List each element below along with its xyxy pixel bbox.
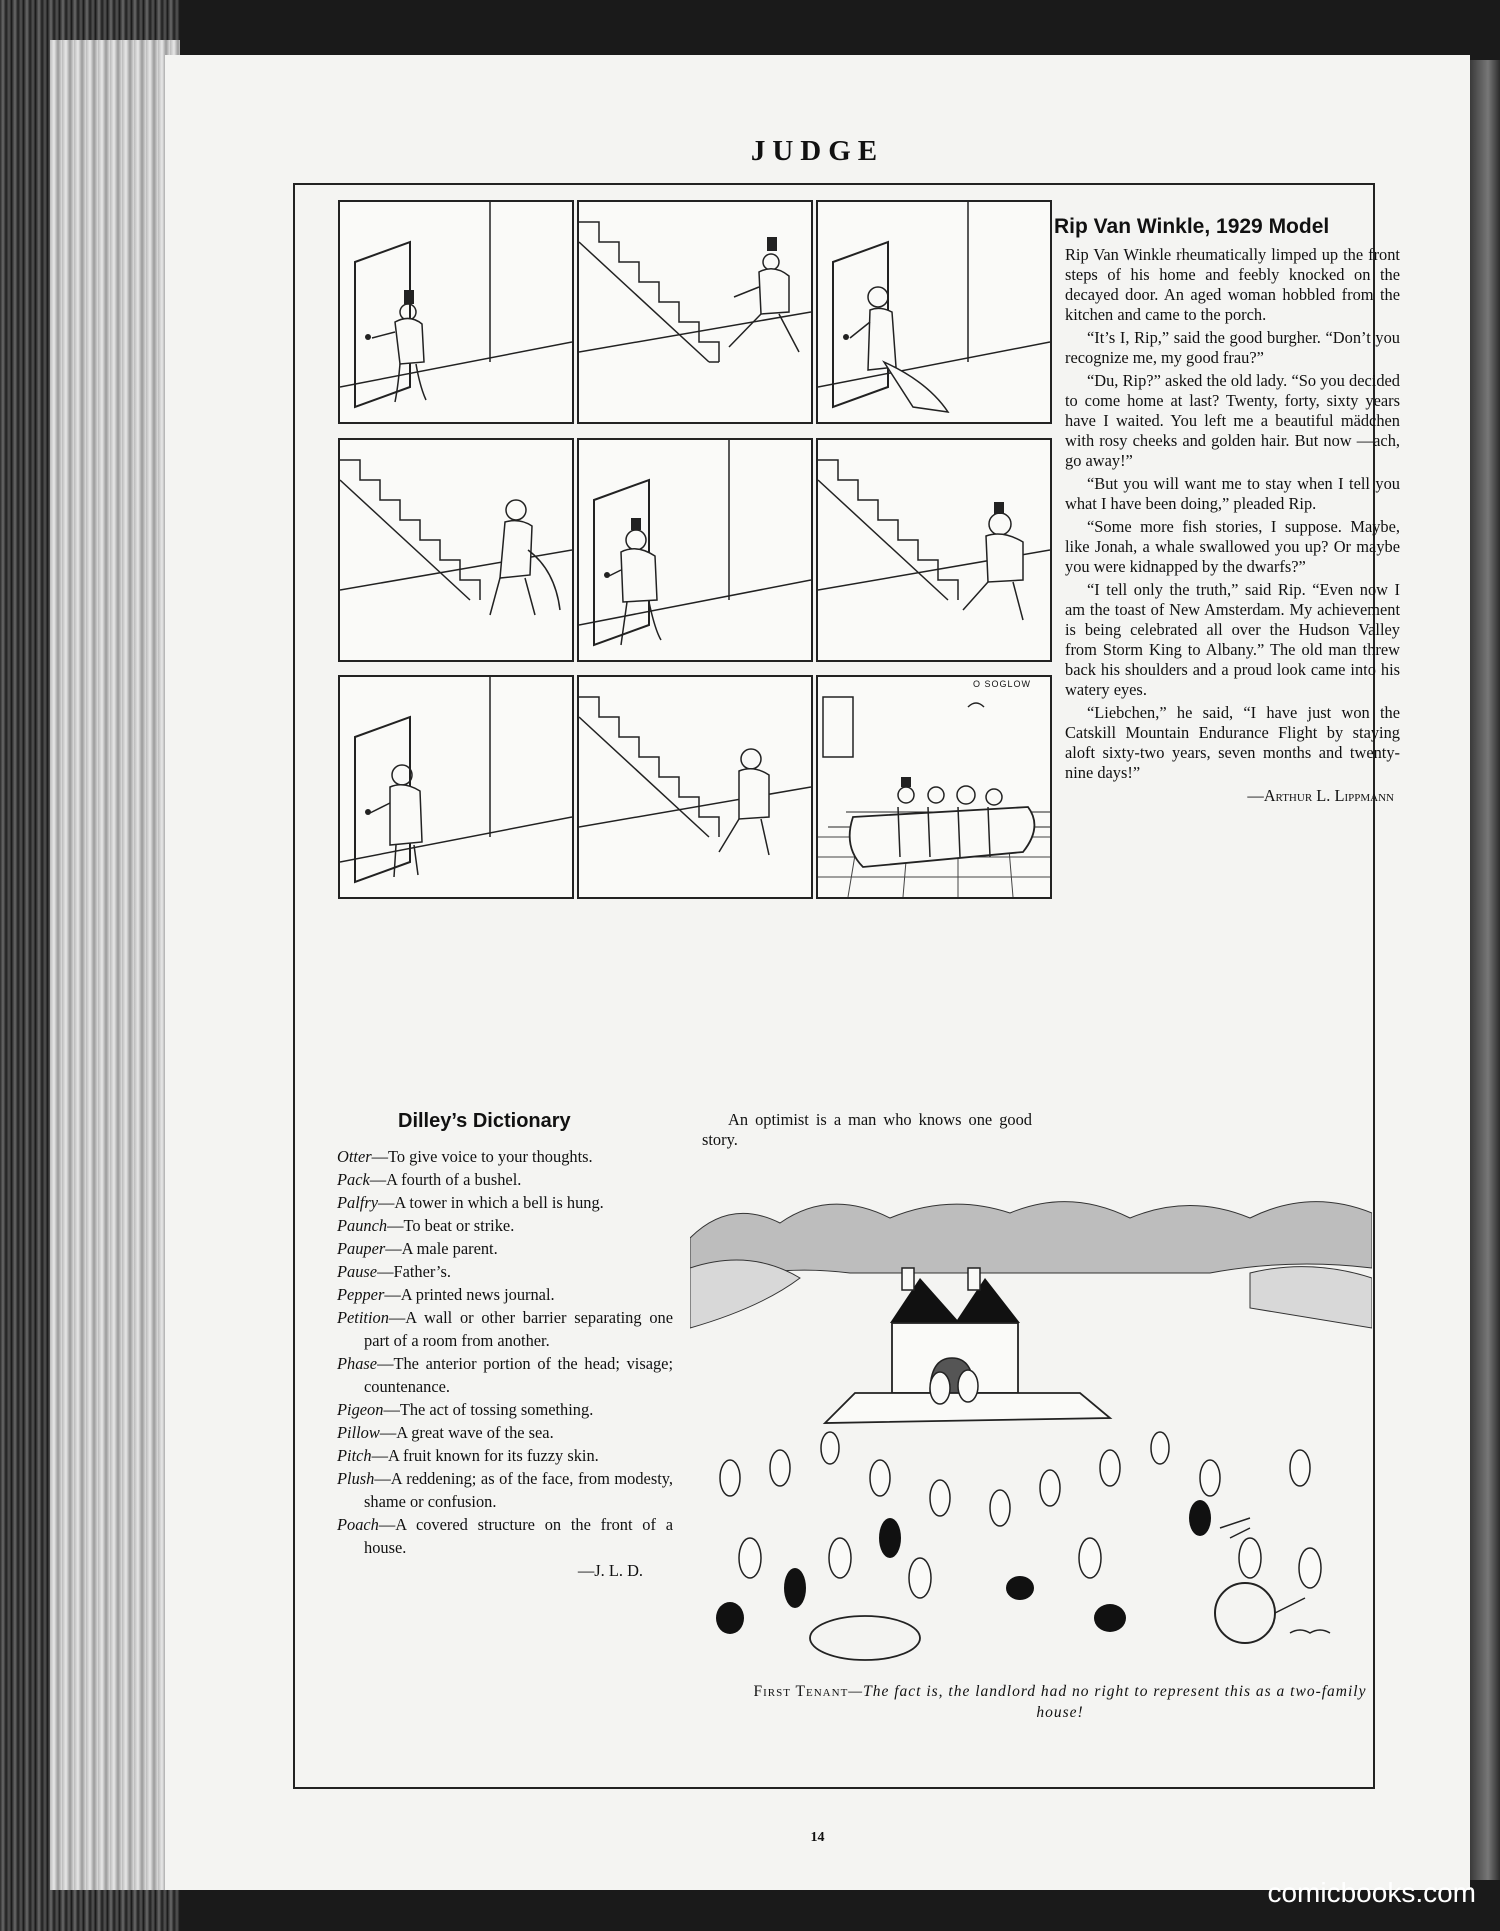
dictionary-entry: Pitch—A fruit known for its fuzzy skin. — [337, 1446, 599, 1465]
story-author: —Arthur L. Lippmann — [1247, 786, 1394, 805]
watermark: comicbooks.com — [1267, 1877, 1476, 1908]
running-head: JUDGE — [750, 135, 885, 167]
dictionary-entry: Plush—A reddening; as of the face, from modesty, shame or confusion. — [337, 1469, 673, 1511]
page-number: 14 — [810, 1830, 825, 1845]
story-title: Rip Van Winkle, 1929 Model — [1054, 215, 1330, 238]
optimist-filler: An optimist is a man who knows one good story. — [702, 1110, 1032, 1149]
dictionary-entry: Pauper—A male parent. — [337, 1239, 498, 1258]
comic-panel-3 — [816, 200, 1052, 424]
comic-panel-1 — [338, 200, 574, 424]
comic-panel-6 — [816, 438, 1052, 662]
comic-panel-2 — [577, 200, 813, 424]
comic-panel-7 — [338, 675, 574, 899]
magazine-page — [165, 55, 1470, 1890]
story-paragraph: “Liebchen,” he said, “I have just won the Catskill Mountain Endurance Flight by staying aloft sixty-two years, seven months and twenty-nine days!” — [1065, 703, 1400, 782]
dictionary-entry: Pause—Father’s. — [337, 1262, 451, 1281]
comic-panel-4 — [338, 438, 574, 662]
dictionary-entry: Pigeon—The act of tossing something. — [337, 1400, 594, 1419]
story-paragraph: Rip Van Winkle rheumatically limped up the front steps of his home and feebly knocked on the decayed door. An aged woman hobbled from the kitchen and came to the porch. — [1065, 245, 1400, 324]
comic-panel-9 — [816, 675, 1052, 899]
artist-signature: O SOGLOW — [973, 679, 1032, 689]
dictionary-title: Dilley’s Dictionary — [398, 1110, 571, 1132]
dictionary-body — [337, 1145, 673, 1582]
caption-quote: —The fact is, the landlord had no right to represent this as a two-family house! — [848, 1683, 1367, 1721]
book-page-stack — [50, 40, 180, 1890]
dictionary-entry: Poach—A covered structure on the front of a house. — [337, 1515, 673, 1557]
rabbit-cartoon — [690, 1178, 1372, 1678]
dictionary-entry: Petition—A wall or other barrier separating one part of a room from another. — [337, 1308, 673, 1350]
caption-speaker: First Tenant — [753, 1683, 849, 1700]
dictionary-entry: Otter—To give voice to your thoughts. — [337, 1147, 593, 1166]
story-paragraph: “I tell only the truth,” said Rip. “Even now I am the toast of New Amsterdam. My achievement is being celebrated all over the Hudson Valley from Storm King to Albany.” The old man threw back his shoulders and a proud look came into his watery eyes. — [1065, 580, 1400, 699]
dictionary-entry: Pepper—A printed news journal. — [337, 1285, 555, 1304]
story-body — [1065, 245, 1400, 806]
story-paragraph: “It’s I, Rip,” said the good burgher. “Don’t you recognize me, my good frau?” — [1065, 328, 1400, 367]
dictionary-entry: Pack—A fourth of a bushel. — [337, 1170, 522, 1189]
story-paragraph: “But you will want me to stay when I tell you what I have been doing,” pleaded Rip. — [1065, 474, 1400, 513]
dictionary-entry: Phase—The anterior portion of the head; visage; countenance. — [337, 1354, 673, 1396]
book-right-edge — [1470, 60, 1500, 1880]
dictionary-initials: —J. L. D. — [577, 1561, 643, 1580]
comic-panel-8 — [577, 675, 813, 899]
story-paragraph: “Some more fish stories, I suppose. Maybe, like Jonah, a whale swallowed you up? Or maybe you were kidnapped by the dwarfs?” — [1065, 517, 1400, 576]
dictionary-entry: Palfry—A tower in which a bell is hung. — [337, 1193, 604, 1212]
story-paragraph: “Du, Rip?” asked the old lady. “So you decided to come home at last? Twenty, forty, sixty years have I waited. You left me a beautiful mädchen with rosy cheeks and golden hair. But now —ach, go away!” — [1065, 371, 1400, 470]
dictionary-entry: Paunch—To beat or strike. — [337, 1216, 515, 1235]
cartoon-caption — [750, 1681, 1370, 1723]
dictionary-entry: Pillow—A great wave of the sea. — [337, 1423, 554, 1442]
comic-panel-5 — [577, 438, 813, 662]
